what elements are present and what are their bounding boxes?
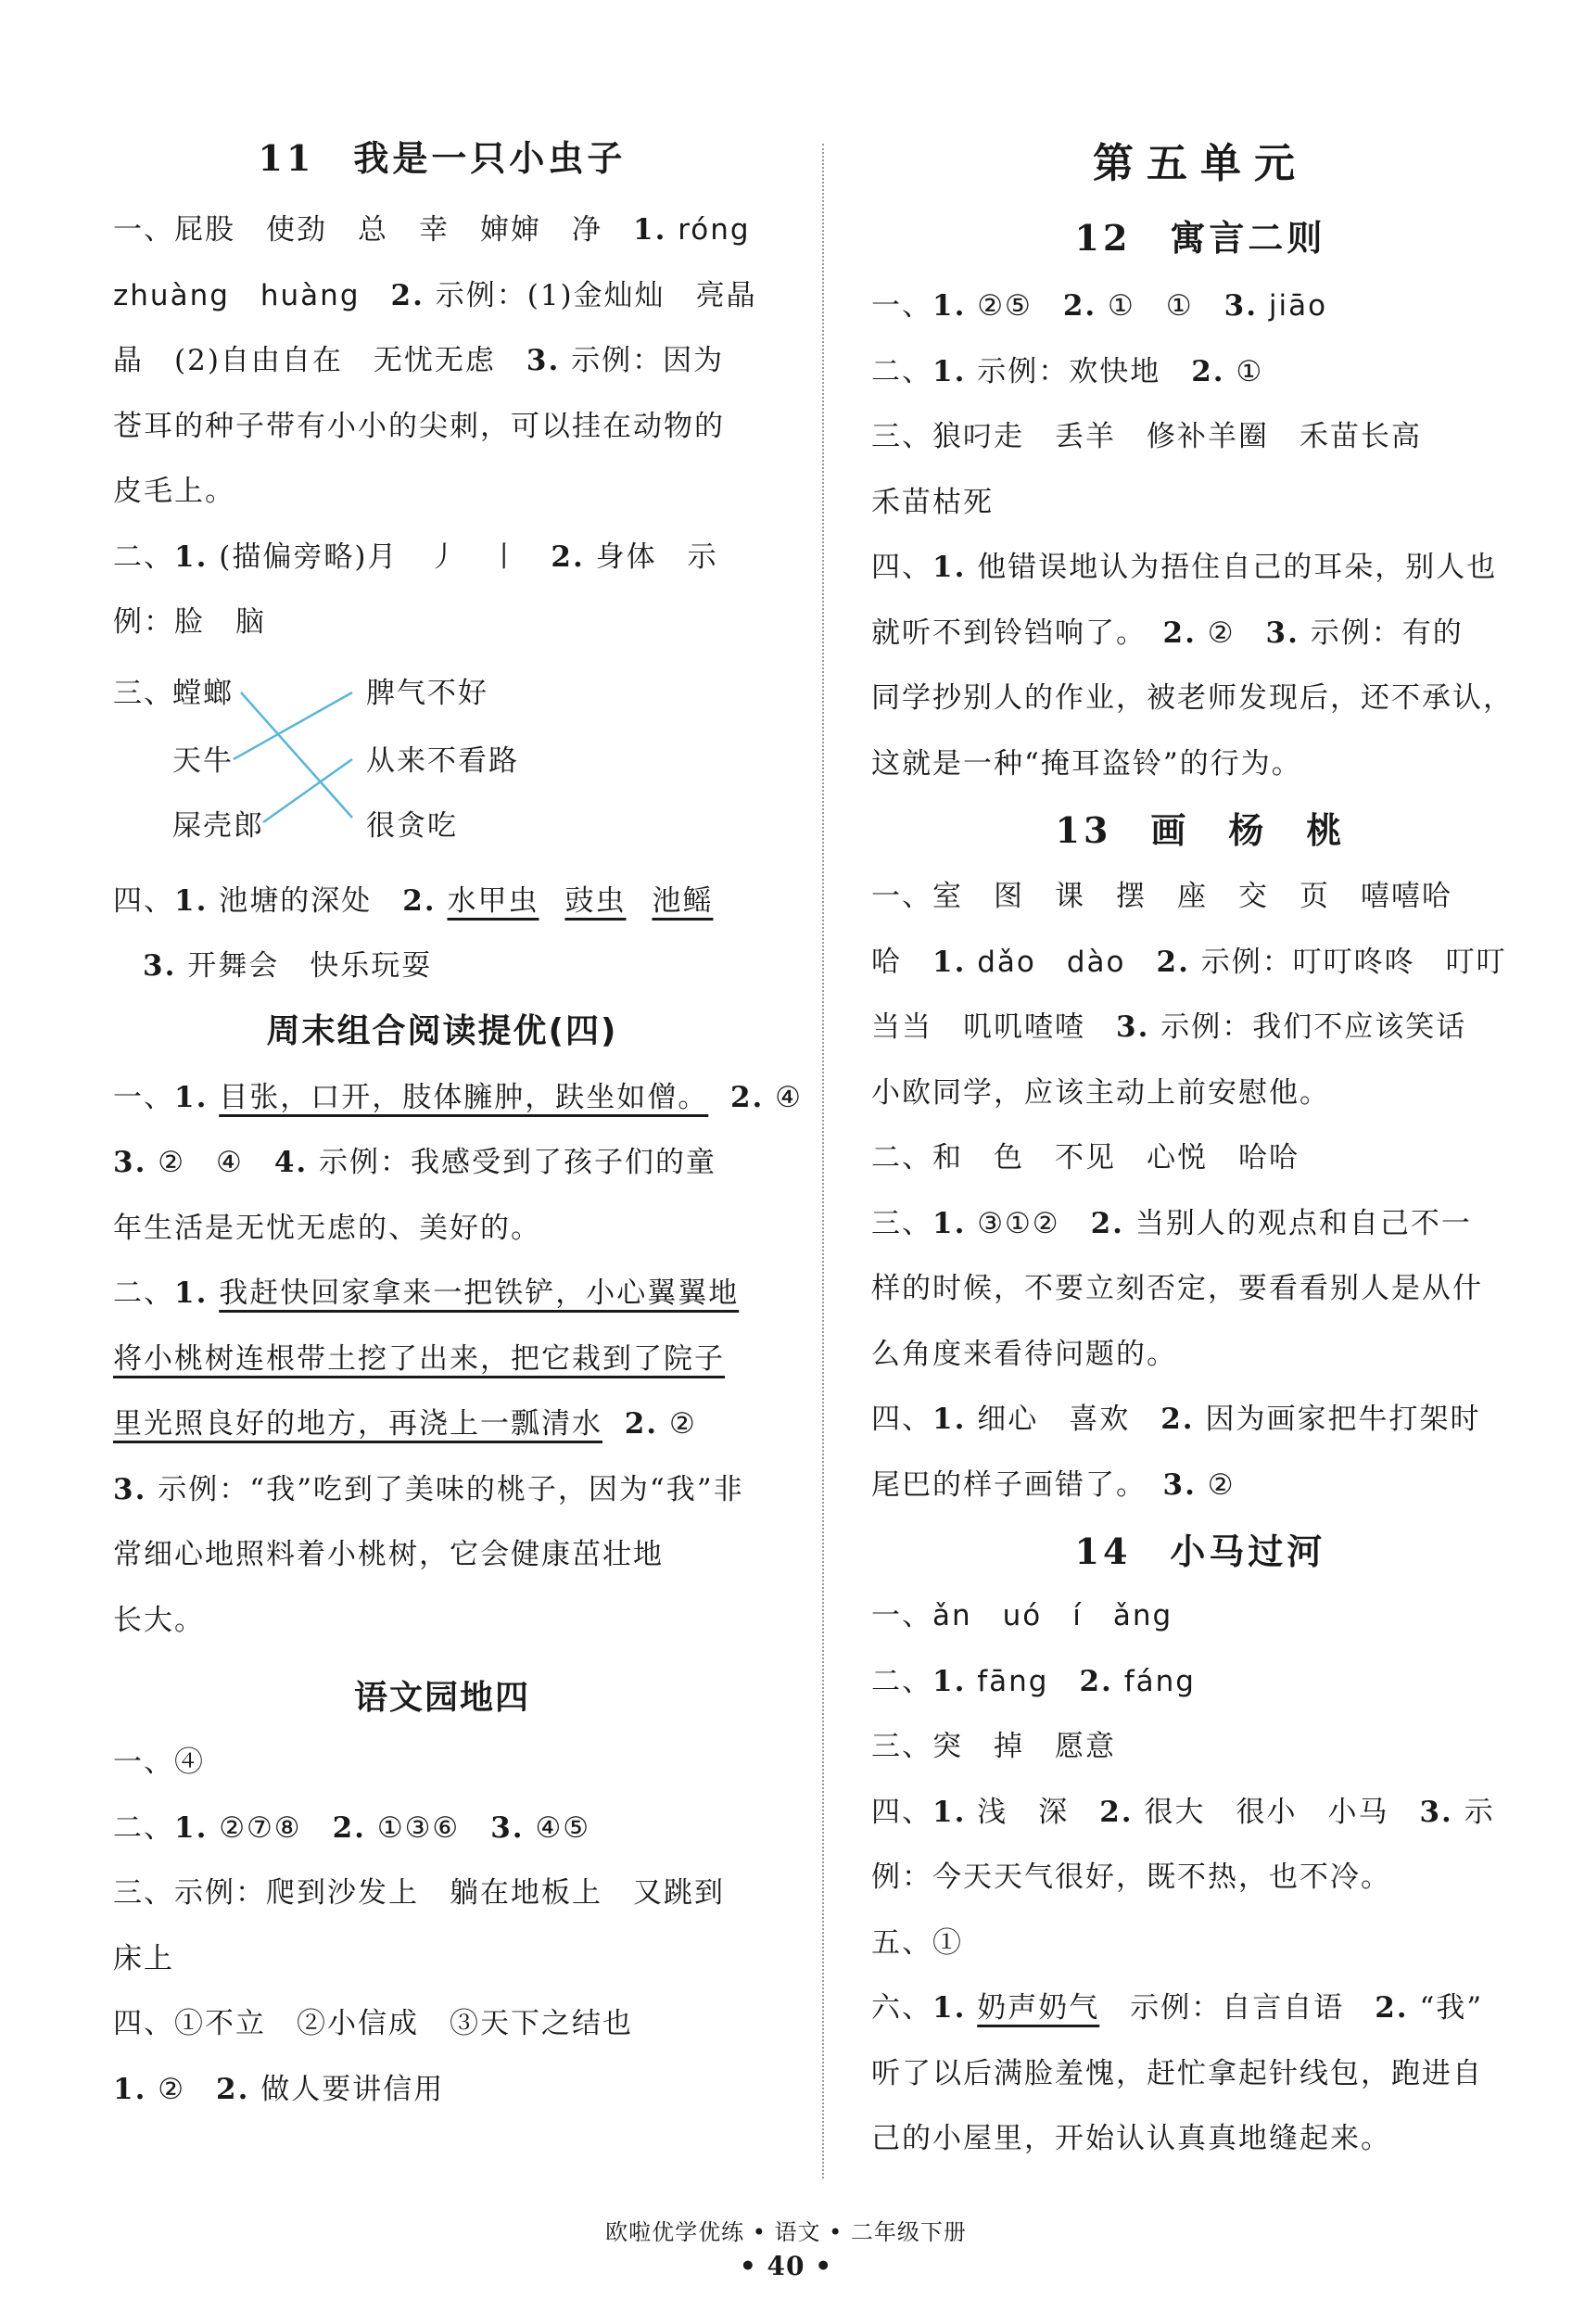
answer-line: 二、1. 我赶快回家拿来一把铁铲，小心翼翼地 bbox=[113, 1276, 740, 1310]
answer-line: zhuàng huàng 2. 示例：(1)金灿灿 亮晶 bbox=[113, 278, 757, 312]
answer-line: 么角度来看待问题的。 bbox=[871, 1337, 1177, 1371]
match-right-item: 脾气不好 bbox=[366, 676, 488, 710]
answer-line: 床上 bbox=[113, 1941, 174, 1975]
footer-series: 欧啦优学优练 • 语文 • 二年级下册 bbox=[605, 2219, 967, 2245]
answer-line: 同学抄别人的作业，被老师发现后，还不承认， bbox=[871, 681, 1514, 715]
answer-line: 当当 叽叽喳喳 3. 示例：我们不应该笑话 bbox=[871, 1010, 1467, 1044]
matching-prefix: 三、 bbox=[113, 676, 174, 710]
answer-line: 苍耳的种子带有小小的尖刺，可以挂在动物的 bbox=[113, 409, 725, 443]
left-column bbox=[113, 130, 803, 2122]
right-column bbox=[871, 130, 1529, 2172]
match-left-item: 螳螂 bbox=[172, 676, 234, 710]
answer-line: 这就是一种“掩耳盗铃”的行为。 bbox=[871, 746, 1302, 781]
answer-line: 二、1. ②⑦⑧ 2. ①③⑥ 3. ④⑤ bbox=[113, 1810, 591, 1845]
answer-line: 己的小屋里，开始认认真真地缝起来。 bbox=[871, 2122, 1391, 2155]
answer-line: 例：今天天气很好，既不热，也不冷。 bbox=[871, 1860, 1391, 1894]
answer-line: 四、1. 浅 深 2. 很大 很小 小马 3. 示 bbox=[871, 1795, 1495, 1829]
answer-line: 1. ② 2. 做人要讲信用 bbox=[113, 2072, 445, 2106]
answer-line: 四、1. 池塘的深处 2. 水甲虫 豉虫 池鳐 bbox=[113, 883, 714, 918]
lesson-11-title: 11 我是一只小虫子 bbox=[258, 137, 627, 179]
answer-line: 一、1. ②⑤ 2. ① ① 3. jiāo bbox=[871, 289, 1328, 323]
answer-line: 一、屁股 使劲 总 幸 婶婶 净 1. róng bbox=[113, 213, 751, 247]
answer-line: 3. 示例：“我”吃到了美味的桃子，因为“我”非 bbox=[113, 1472, 744, 1506]
matching-lines bbox=[113, 655, 391, 869]
answer-line: 晶 (2)自由自在 无忧无虑 3. 示例：因为 bbox=[113, 344, 725, 377]
match-right-item: 很贪吃 bbox=[366, 808, 458, 843]
answer-line: 听了以后满脸羞愧，赶忙拿起针线包，跑进自 bbox=[871, 2056, 1483, 2090]
answer-line: 五、① bbox=[871, 1925, 963, 1960]
page-number: • 40 • bbox=[739, 2251, 833, 2281]
weekend-reading-title: 周末组合阅读提优(四) bbox=[266, 1011, 618, 1050]
answer-line: 一、ǎn uó í ǎng bbox=[871, 1599, 1173, 1632]
answer-line: 年生活是无忧无虑的、美好的。 bbox=[113, 1211, 541, 1245]
answer-line: 二、1. fāng 2. fáng bbox=[871, 1664, 1196, 1698]
answer-line: 三、突 掉 愿意 bbox=[871, 1730, 1116, 1763]
answer-line: 就听不到铃铛响了。 2. ② 3. 示例：有的 bbox=[871, 616, 1464, 650]
answer-line: 二、1. (描偏旁略)月 丿 丨 2. 身体 示 bbox=[113, 540, 718, 574]
answer-line: 里光照良好的地方，再浇上一瓢清水 2. ② bbox=[113, 1407, 697, 1441]
answer-line: 四、①不立 ②小信成 ③天下之结也 bbox=[113, 2007, 633, 2040]
answer-line: 四、1. 细心 喜欢 2. 因为画家把牛打架时 bbox=[871, 1403, 1481, 1436]
answer-line: 四、1. 他错误地认为捂住自己的耳朵，别人也 bbox=[871, 551, 1498, 584]
answer-line: 长大。 bbox=[113, 1603, 205, 1637]
match-left-item: 屎壳郎 bbox=[172, 808, 264, 843]
unit-5-title: 第五单元 bbox=[1093, 140, 1308, 187]
answer-line: 六、1. 奶声奶气 示例：自言自语 2. “我” bbox=[871, 1991, 1484, 2025]
answer-line: 将小桃树连根带土挖了出来，把它栽到了院子 bbox=[113, 1341, 725, 1376]
answer-line: 三、1. ③①② 2. 当别人的观点和自己不一 bbox=[871, 1206, 1472, 1240]
match-right-item: 从来不看路 bbox=[366, 743, 519, 778]
answer-line: 三、狼叼走 丢羊 修补羊圈 禾苗长高 bbox=[871, 420, 1422, 453]
answer-line: 尾巴的样子画错了。 3. ② bbox=[871, 1467, 1236, 1502]
match-left-item: 天牛 bbox=[172, 743, 234, 778]
answer-line: 一、④ bbox=[113, 1746, 205, 1779]
answer-line: 皮毛上。 bbox=[113, 475, 235, 508]
answer-line: 小欧同学，应该主动上前安慰他。 bbox=[871, 1075, 1330, 1110]
answer-line: 样的时候，不要立刻否定，要看看别人是从什 bbox=[871, 1272, 1483, 1305]
answer-line: 哈 1. dǎo dào 2. 示例：叮叮咚咚 叮叮 bbox=[871, 945, 1507, 979]
answer-line: 禾苗枯死 bbox=[871, 485, 994, 519]
chinese-garden-title: 语文园地四 bbox=[353, 1679, 530, 1717]
answer-line: 一、室 图 课 摆 座 交 页 嘻嘻哈 bbox=[871, 880, 1452, 913]
answer-line: 二、1. 示例：欢快地 2. ① bbox=[871, 354, 1264, 388]
answer-line: 二、和 色 不见 心悦 哈哈 bbox=[871, 1141, 1299, 1175]
answer-line: 3. 开舞会 快乐玩耍 bbox=[143, 949, 433, 983]
answer-line: 常细心地照料着小桃树，它会健康茁壮地 bbox=[113, 1538, 664, 1571]
answer-line: 例：脸 脑 bbox=[113, 605, 266, 639]
matching-exercise bbox=[113, 655, 771, 869]
answer-line: 一、1. 目张，口开，肢体臃肿，趺坐如僧。 2. ④ bbox=[113, 1080, 803, 1114]
column-divider bbox=[822, 144, 824, 2178]
lesson-14-title: 14 小马过河 bbox=[1074, 1530, 1326, 1572]
answer-line: 3. ② ④ 4. 示例：我感受到了孩子们的童 bbox=[113, 1146, 717, 1179]
answer-line: 三、示例：爬到沙发上 躺在地板上 又跳到 bbox=[113, 1876, 725, 1910]
lesson-13-title: 13 画 杨 桃 bbox=[1055, 809, 1346, 851]
lesson-12-title: 12 寓言二则 bbox=[1074, 217, 1326, 259]
